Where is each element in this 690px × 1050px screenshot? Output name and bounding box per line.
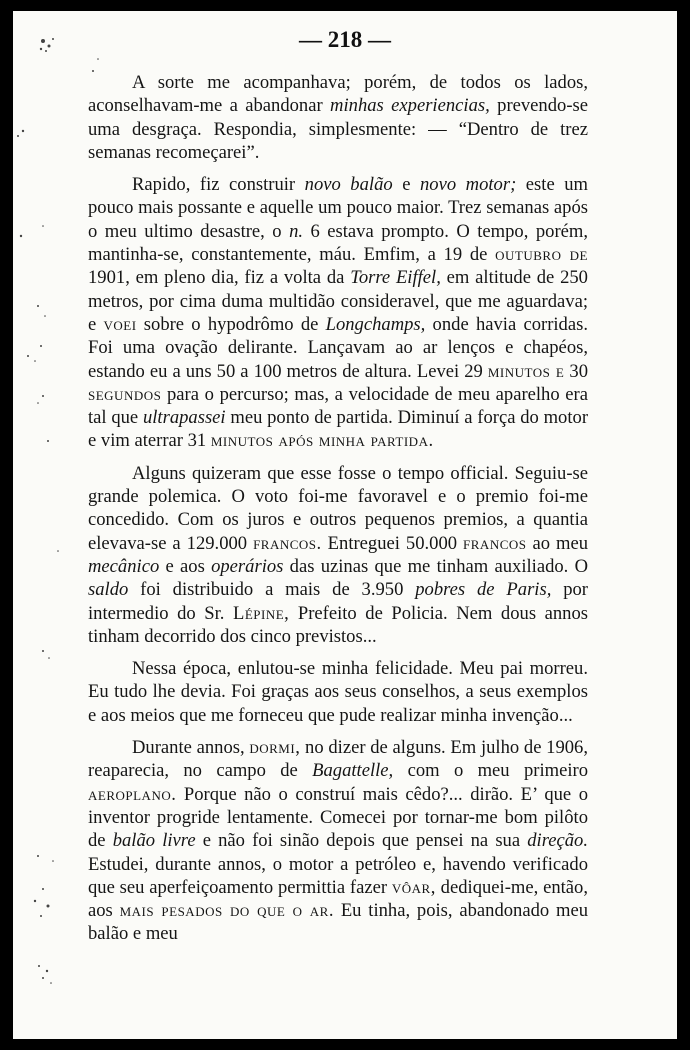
small-caps-run: dormi, — [249, 737, 301, 759]
text-run: Nessa época, enlutou-se minha felicidade. Meu pai morreu. Eu tudo lhe devia. Foi graças aos seus conselhos, a seus exemplos e aos meios que me forneceu que pude realizar minha invenção... — [88, 658, 588, 726]
small-caps-run: vôar, — [391, 876, 436, 898]
italic-run: Longchamps, — [325, 313, 426, 335]
text-run: Entreguei 50.000 — [321, 532, 464, 554]
text-run: e — [392, 174, 420, 196]
small-caps-run: minutos e — [487, 360, 565, 382]
italic-run: n. — [289, 220, 304, 242]
text-run: e aos — [159, 555, 212, 577]
small-caps-run: segundos — [88, 383, 162, 405]
text-run: e não foi sinão depois que pensei na sua — [195, 830, 528, 852]
body-text — [88, 71, 588, 955]
italic-run: mecânico — [88, 555, 160, 577]
small-caps-run: voei — [103, 313, 137, 335]
book-page — [13, 11, 677, 1039]
paragraph — [88, 657, 588, 727]
page-number: — 218 — — [299, 27, 391, 52]
italic-run: Torre Eiffel, — [350, 267, 441, 289]
small-caps-run: outubro de — [495, 244, 588, 266]
text-run: por intermedio do Sr. — [88, 579, 588, 624]
paragraph — [88, 462, 588, 648]
small-caps-run: aeroplano. — [88, 783, 177, 805]
text-run: 30 — [564, 360, 589, 382]
italic-run: direção. — [527, 830, 589, 852]
text-run: Eu tinha, pois, abandonado meu balão e meu — [88, 900, 589, 945]
text-run: para o percurso; mas, a velocidade de meu aparelho era tal que — [88, 383, 588, 429]
text-run: no dizer de alguns. Em julho de 1906, reaparecia, no campo de — [88, 737, 588, 782]
text-run: com o meu primeiro — [393, 760, 588, 782]
text-run: meu ponto de partida. Diminuí a força do motor e vim aterrar 31 — [88, 407, 589, 452]
text-run: ao meu — [526, 532, 589, 554]
text-run: Porque não o construí mais cêdo?... dirão. E’ que o inventor progride lentamente. Comecei por tornar-me bom pilôto de — [88, 783, 588, 852]
italic-run: novo motor; — [419, 174, 517, 196]
text-run: onde havia corridas. Foi uma ovação delirante. Lançavam ao ar lenços e chapéos, estando eu a uns 50 a 100 metros de altura. Levei 29 — [88, 313, 588, 382]
text-run: foi distribuido a mais de 3.950 — [128, 579, 416, 601]
paragraph — [88, 736, 588, 946]
italic-run: minhas experiencias, — [330, 95, 490, 117]
italic-run: operários — [211, 555, 284, 577]
text-run: Durante annos, — [132, 737, 250, 759]
text-run: sobre o hypodrômo de — [136, 313, 326, 335]
text-run: Alguns quizeram que esse fosse o tempo official. Seguiu-se grande polemica. O voto foi-me favoravel e o premio foi-me concedido. Com os juros e outros pequenos premios, a quantia elevava-se a 129.000 — [88, 462, 588, 554]
small-caps-run: francos — [463, 532, 527, 554]
text-run: Prefeito de Policia. Nem dous annos tinham decorrido dos cinco previstos... — [88, 602, 588, 647]
text-run: das uzinas que me tinham auxiliado. O — [283, 555, 589, 577]
italic-run: novo balão — [304, 174, 393, 196]
text-run: 1901, em pleno dia, fiz a volta da — [88, 267, 351, 289]
small-caps-run: minutos após minha partida. — [210, 430, 434, 452]
text-run: este um pouco mais possante e aquelle um pouco maior. Trez semanas após o meu ultimo desastre, o — [88, 174, 588, 242]
text-run: A sorte me acompanhava; porém, de todos os lados, aconselhavam-me a abandonar — [88, 72, 588, 117]
italic-run: balão livre — [112, 830, 196, 852]
italic-run: pobres de Paris, — [415, 579, 552, 601]
italic-run: Bagattelle, — [312, 760, 394, 782]
text-run: Estudei, durante annos, o motor a petróleo e, havendo verificado que seu aperfeiçoamento permittia fazer — [88, 853, 588, 898]
text-run: Rapido, fiz construir — [132, 174, 305, 196]
text-run: dediquei-me, então, aos — [88, 876, 588, 922]
small-caps-run: Lépine, — [232, 602, 290, 624]
text-run: em altitude de 250 metros, por cima duma multidão consideravel, que me aguardava; e — [88, 267, 588, 335]
italic-run: ultrapassei — [142, 407, 226, 429]
small-caps-run: francos. — [253, 532, 322, 554]
paragraph — [88, 71, 588, 164]
text-run: prevendo-se uma desgraça. Respondia, simplesmente: — “Dentro de trez semanas recomeçarei”. — [88, 95, 589, 163]
text-run: 6 estava prompto. O tempo, porém, mantinha-se, constantemente, máu. Emfim, a 19 de — [88, 220, 588, 266]
paragraph — [88, 173, 588, 453]
small-caps-run: mais pesados do que o ar. — [119, 900, 335, 922]
italic-run: saldo — [88, 579, 129, 601]
